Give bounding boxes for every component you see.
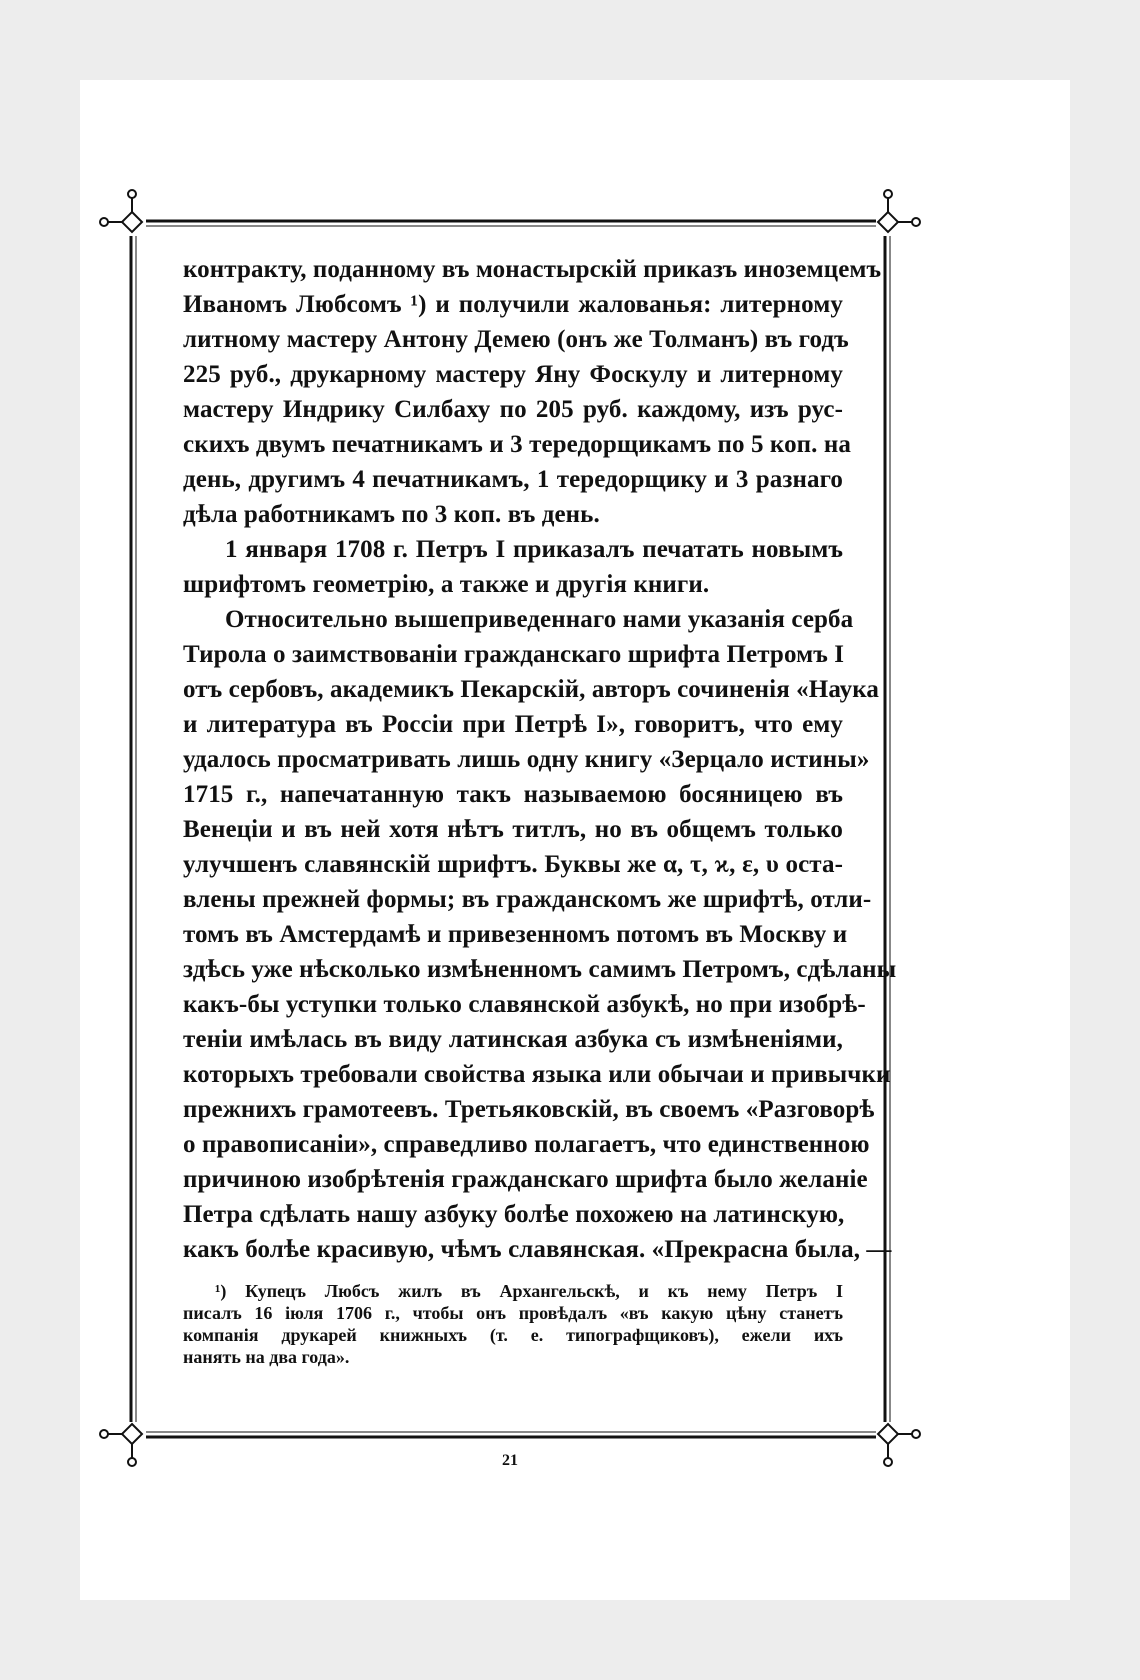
footnote-line: нанять на два года». (183, 1347, 350, 1367)
main-text (183, 252, 897, 1267)
corner-ornament-bottom-right (878, 1424, 920, 1466)
text-line: 1715 г., напечатанную такъ называемою босяницею въ (183, 781, 843, 808)
text-line: дѣла работникамъ по 3 коп. въ день. (183, 501, 600, 528)
corner-ornament-top-left (100, 190, 142, 232)
text-line: Тирола о заимствованіи гражданскаго шрифта Петромъ I (183, 641, 845, 668)
footnote-line: компанія друкарей книжныхъ (т. е. типографщиковъ), ежели ихъ (183, 1325, 843, 1345)
text-line: теніи имѣлась въ виду латинская азбука съ измѣненіями, (183, 1026, 843, 1053)
text-line: контракту, поданному въ монастырскій приказъ иноземцемъ (183, 256, 882, 283)
page-number: 21 (502, 1452, 518, 1469)
text-line: и литература въ Россіи при Петрѣ I», говоритъ, что ему (183, 711, 843, 738)
text-line: которыхъ требовали свойства языка или обычаи и привычки (183, 1061, 891, 1088)
text-line: здѣсь уже нѣсколько измѣненномъ самимъ Петромъ, сдѣланы (183, 956, 897, 983)
footnote-line: ¹) Купецъ Любсъ жилъ въ Архангельскѣ, и къ нему Петръ I (215, 1281, 843, 1301)
text-line: какъ болѣе красивую, чѣмъ славянская. «Прекрасна была, — (183, 1236, 892, 1263)
text-line: шрифтомъ геометрію, а также и другія книги. (183, 571, 710, 598)
text-line: какъ-бы уступки только славянской азбукѣ, но при изобрѣ- (183, 991, 866, 1018)
text-line: мастеру Индрику Силбаху по 205 руб. каждому, изъ рус- (183, 396, 843, 423)
text-line: влены прежней формы; въ гражданскомъ же шрифтѣ, отли- (183, 886, 872, 913)
text-line: день, другимъ 4 печатникамъ, 1 тередорщику и 3 разнаго (183, 466, 843, 493)
footnote (183, 1280, 843, 1368)
text-line: томъ въ Амстердамѣ и привезенномъ потомъ въ Москву и (183, 921, 848, 948)
text-line: Иваномъ Любсомъ ¹) и получили жалованья: литерному (183, 291, 843, 318)
text-line: отъ сербовъ, академикъ Пекарскій, авторъ сочиненія «Наука (183, 676, 879, 703)
corner-ornament-bottom-left (100, 1424, 142, 1466)
text-line: причиною изобрѣтенія гражданскаго шрифта было желаніе (183, 1166, 868, 1193)
text-line: Петра сдѣлать нашу азбуку болѣе похожею на латинскую, (183, 1201, 845, 1228)
footnote-line: писалъ 16 іюля 1706 г., чтобы онъ провѣдалъ «въ какую цѣну станетъ (183, 1303, 843, 1323)
text-line: прежнихъ грамотеевъ. Третьяковскій, въ своемъ «Разговорѣ (183, 1096, 875, 1123)
text-line: о правописаніи», справедливо полагаетъ, что единственною (183, 1131, 870, 1158)
corner-ornament-top-right (878, 190, 920, 232)
text-line: Относительно вышеприведеннаго нами указанія серба (225, 606, 854, 633)
text-line: 225 руб., друкарному мастеру Яну Фоскулу и литерному (183, 361, 843, 388)
text-line: удалось просматривать лишь одну книгу «Зерцало истины» (183, 746, 870, 773)
text-line: литному мастеру Антону Демею (онъ же Толманъ) въ годъ (183, 326, 849, 353)
text-line: 1 января 1708 г. Петръ I приказалъ печатать новымъ (225, 536, 843, 563)
text-line: Венеціи и въ ней хотя нѣтъ титлъ, но въ общемъ только (183, 816, 843, 843)
text-line: улучшенъ славянскій шрифтъ. Буквы же α, τ, ϰ, ε, υ оста- (183, 851, 843, 878)
text-line: скихъ двумъ печатникамъ и 3 тередорщикамъ по 5 коп. на (183, 431, 851, 458)
